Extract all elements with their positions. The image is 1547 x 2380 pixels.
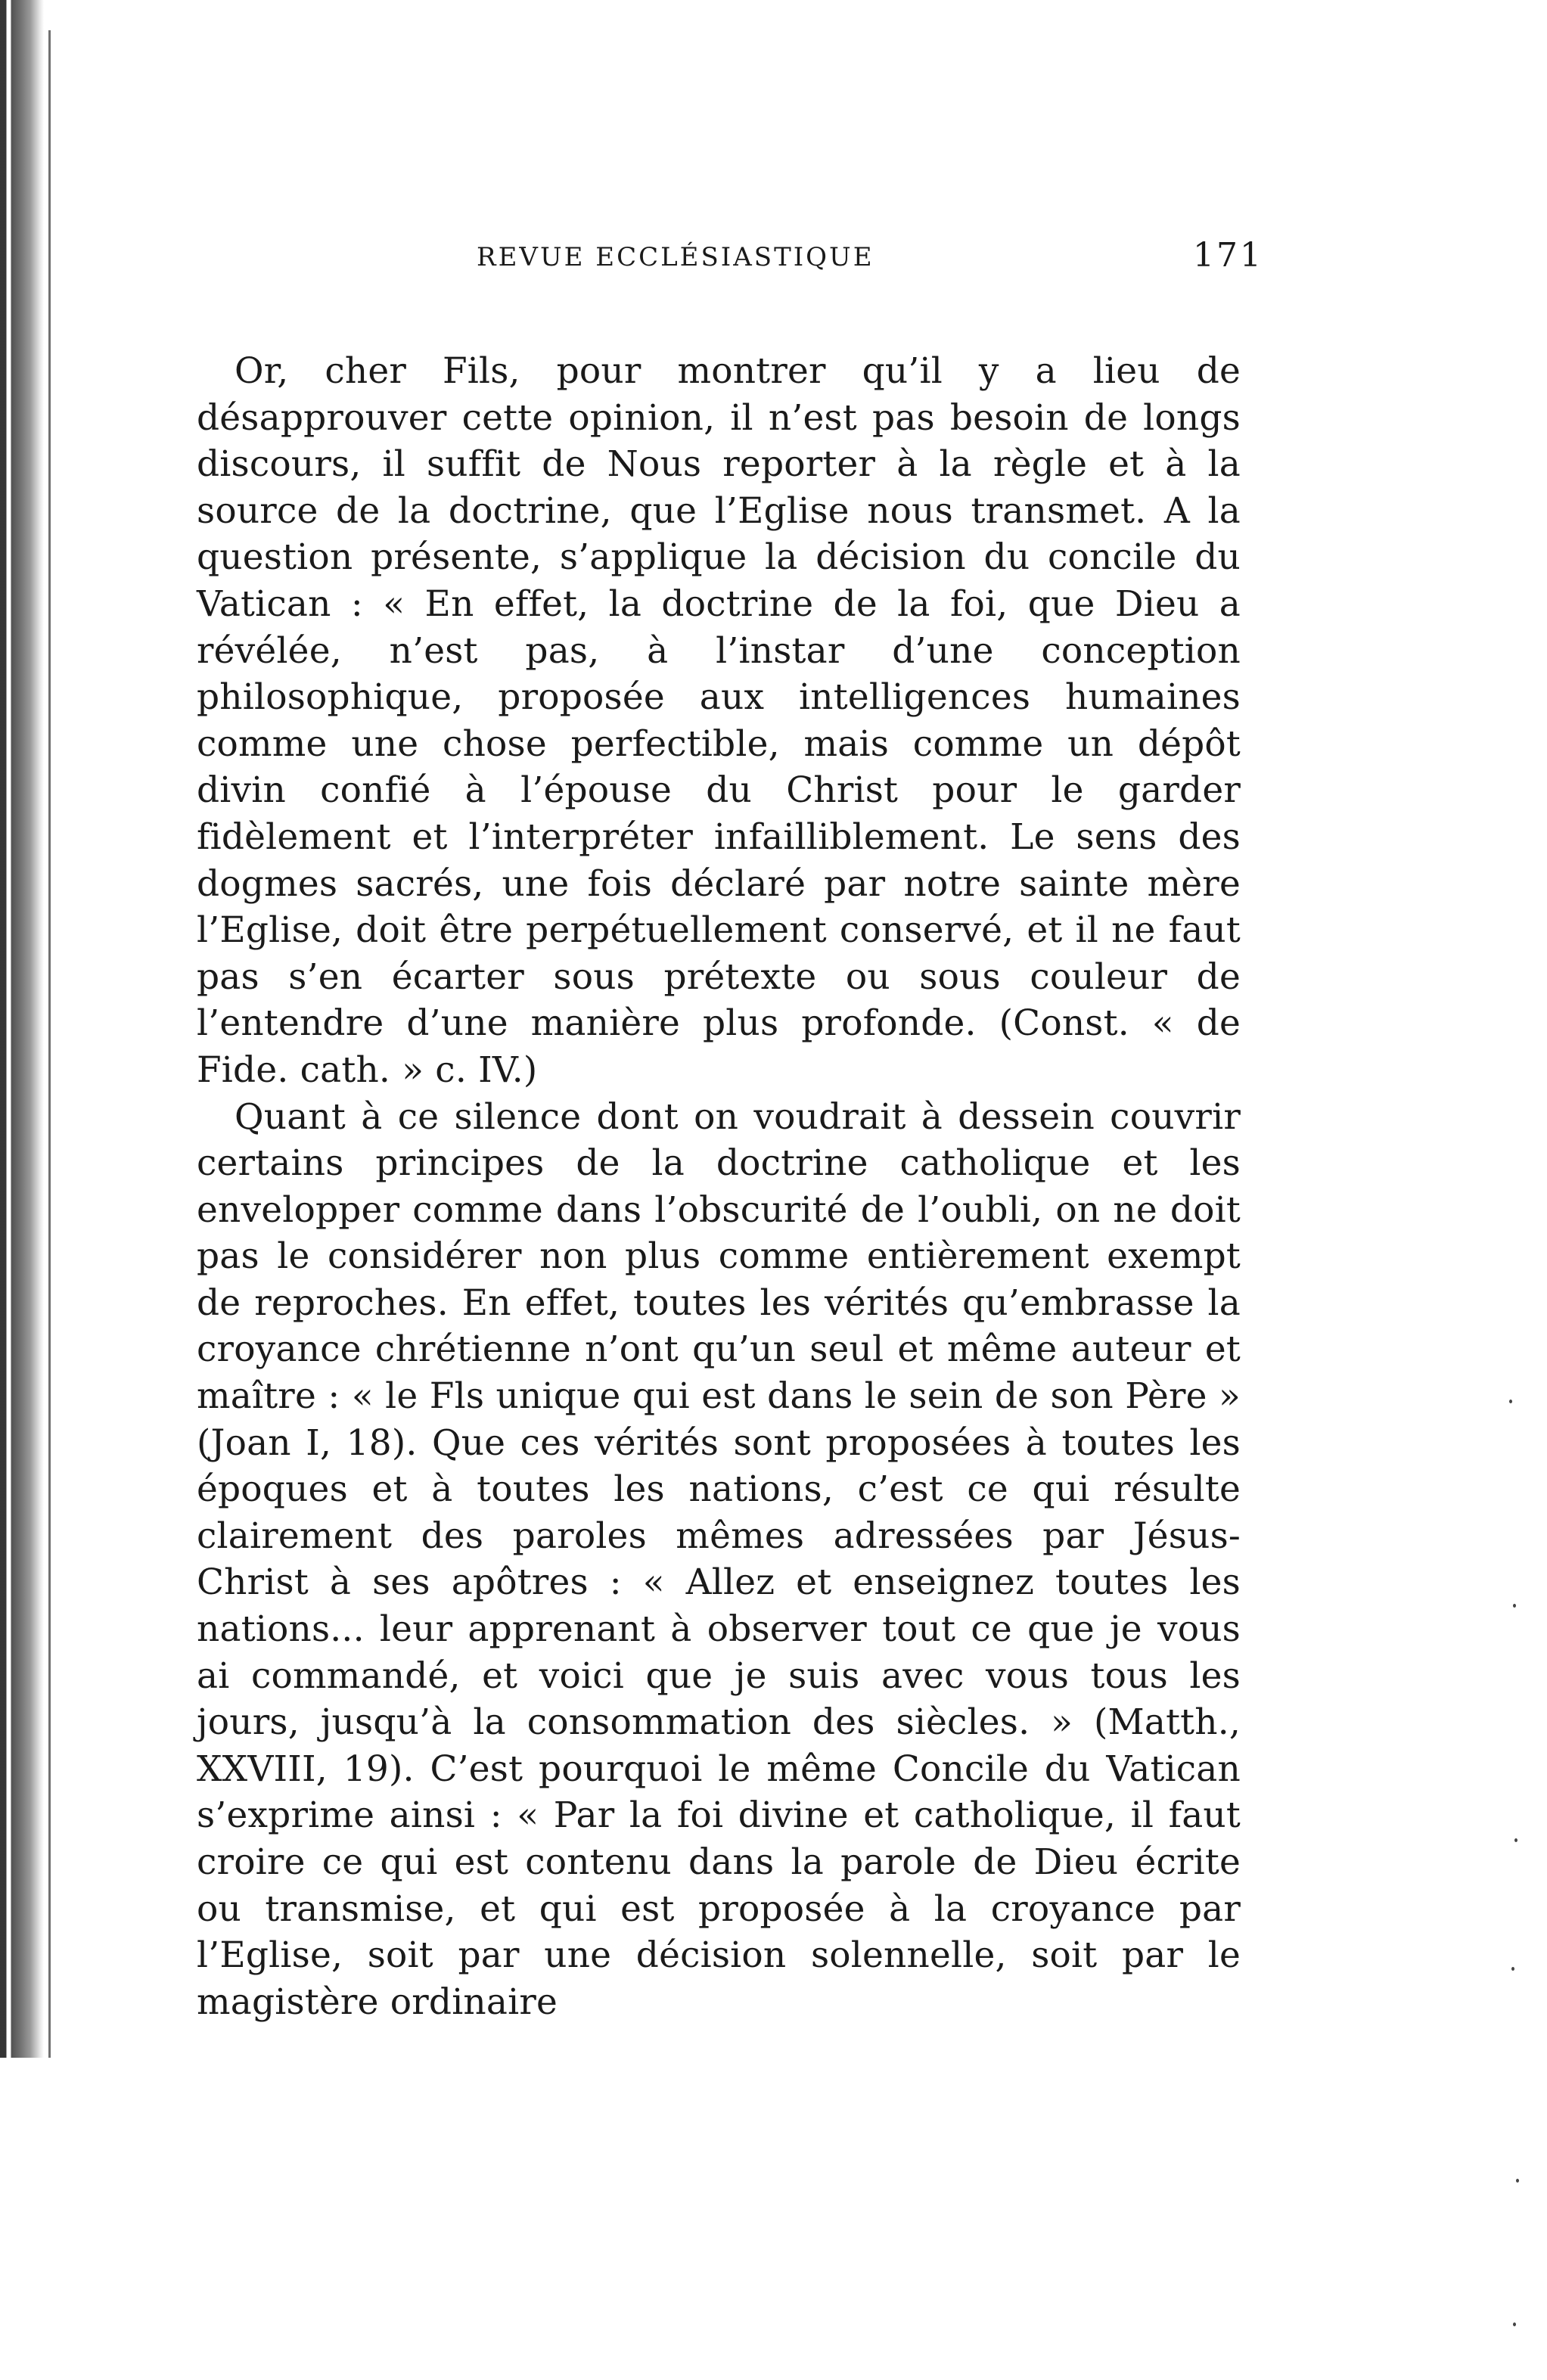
- scan-speck: [1513, 2323, 1516, 2326]
- scan-binding-line: [48, 30, 51, 2058]
- scan-binding-edge: [0, 0, 44, 2058]
- book-page: [197, 227, 1263, 2025]
- running-head: [197, 227, 1263, 280]
- body-text: [197, 348, 1241, 2025]
- scan-speck: [1513, 1604, 1516, 1608]
- page-number: 171: [1193, 236, 1263, 275]
- running-title: REVUE ECCLÉSIASTIQUE: [477, 242, 874, 272]
- scan-speck: [1509, 1400, 1512, 1403]
- scan-speck: [1511, 1967, 1514, 1971]
- paragraph: Or, cher Fils, pour montrer qu’il y a lieu de désapprouver cette opinion, il n’est pas besoin de longs discours, il suffit de Nous reporter à la règle et à la source de la doctrine, que l’Eglise nous transmet. A la question présente, s’applique la décision du concile du Vatican : « En effet, la doctrine de la foi, que Dieu a révélée, n’est pas, à l’instar d’une conception philosophique, proposée aux intelligences humaines comme une chose perfectible, mais comme un dépôt divin confié à l’épouse du Christ pour le garder fidèlement et l’interpréter infailliblement. Le sens des dogmes sacrés, une fois déclaré par notre sainte mère l’Eglise, doit être perpétuellement conservé, et il ne faut pas s’en écarter sous prétexte ou sous couleur de l’entendre d’une manière plus profonde. (Const. « de Fide. cath. » c. IV.): [197, 350, 1241, 1091]
- paragraph: Quant à ce silence dont on voudrait à dessein couvrir certains principes de la doctrine catholique et les envelopper comme dans l’obscurité de l’oubli, on ne doit pas le considérer non plus comme entièrement exempt de reproches. En effet, toutes les vérités qu’embrasse la croyance chrétienne n’ont qu’un seul et même auteur et maître : « le Fls unique qui est dans le sein de son Père » (Joan I, 18). Que ces vérités sont proposées à toutes les époques et à toutes les nations, c’est ce qui résulte clairement des paroles mêmes adressées par Jésus-Christ à ses apôtres : « Allez et enseignez toutes les nations... leur apprenant à observer tout ce que je vous ai commandé, et voici que je suis avec vous tous les jours, jusqu’à la consommation des siècles. » (Matth., XXVIII, 19). C’est pourquoi le même Concile du Vatican s’exprime ainsi : « Par la foi divine et catholique, il faut croire ce qui est contenu dans la parole de Dieu écrite ou transmise, et qui est proposée à la croyance par l’Eglise, soit par une décision solennelle, soit par le magistère ordinaire: [197, 1095, 1241, 2023]
- scan-speck: [1516, 2179, 1519, 2183]
- scan-speck: [1514, 1838, 1517, 1842]
